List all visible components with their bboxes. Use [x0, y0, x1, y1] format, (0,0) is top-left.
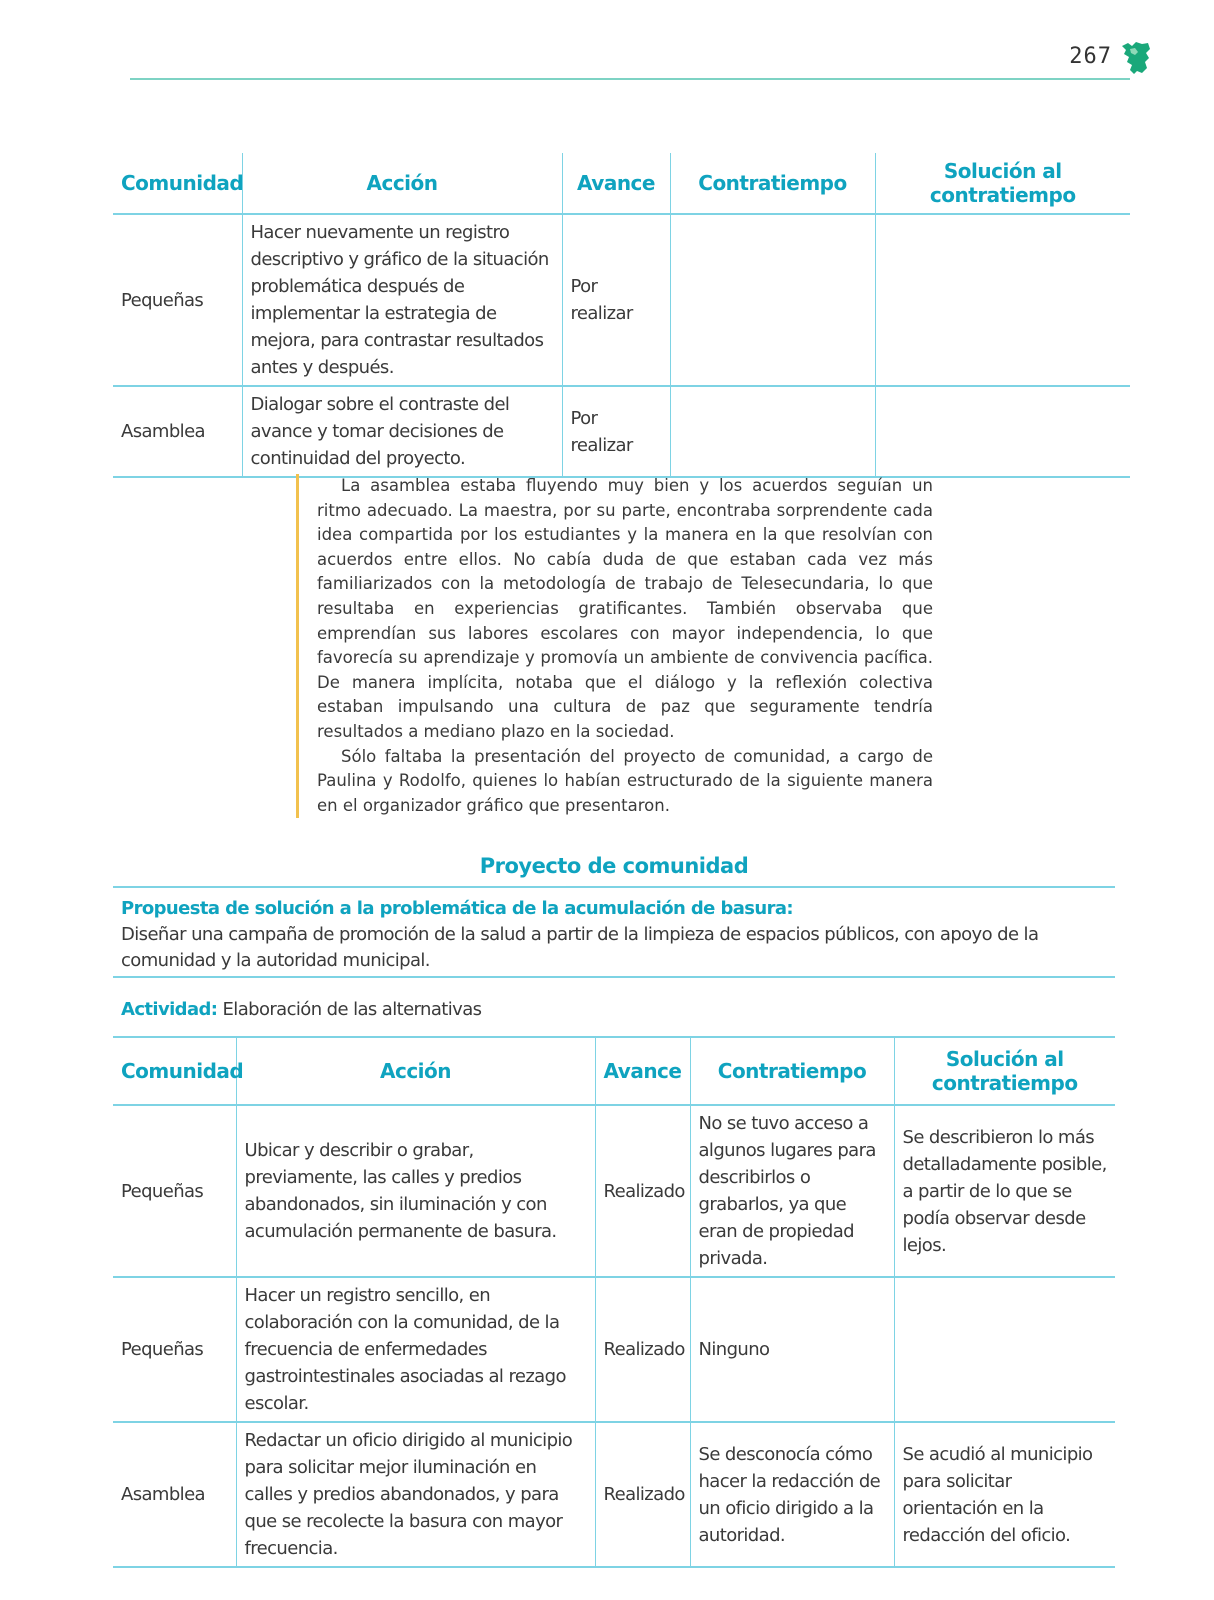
divider — [113, 976, 1115, 978]
narrative-paragraph: Sólo faltaba la presentación del proyecto de comunidad, a cargo de Paulina y Rodolfo, quienes lo habían estructurado de la siguiente manera en el organizador gráfico que presentaron. — [317, 746, 933, 815]
community-cell: Pequeñas — [113, 1277, 236, 1422]
progress-cell: Por realizar — [562, 386, 670, 477]
narrative-paragraph: La asamblea estaba fluyendo muy bien y los acuerdos seguían un ritmo adecuado. La maestra, por su parte, encontraba sorprendente cada idea compartida por los estudiantes y la manera en la que resolvían con acuerdos entre ellos. No cabía duda de que estaban cada vez más familiarizados con la metodología de trabajo de Telesecundaria, lo que resultaba en experiencias gratificantes. También observaba que emprendían sus labores escolares con mayor independencia, lo que favorecía su aprendizaje y promovía un ambiente de convivencia pacífica. De manera implícita, notaba que el diálogo y la reflexión colectiva estaban impulsando una cultura de paz que seguramente tendría resultados a mediano plazo en la sociedad. — [317, 476, 933, 741]
setback-cell: No se tuvo acceso a algunos lugares para describirlos o grabarlos, ya que eran de propiedad privada. — [690, 1105, 894, 1277]
table-row — [113, 1277, 1115, 1422]
solution-cell — [894, 1277, 1115, 1422]
community-cell: Pequeñas — [113, 214, 242, 386]
table-row — [113, 386, 1130, 477]
activity-label: Actividad: — [121, 999, 218, 1020]
column-header: Comunidad — [113, 1037, 236, 1105]
progress-cell: Realizado — [595, 1277, 690, 1422]
header-rule — [130, 78, 1130, 80]
page-number: 267 — [1069, 44, 1112, 69]
community-cell: Asamblea — [113, 386, 242, 477]
action-cell: Ubicar y describir o grabar, previamente, las calles y predios abandonados, sin iluminación y con acumulación permanente de basura. — [236, 1105, 595, 1277]
setback-cell: Ninguno — [690, 1277, 894, 1422]
proposal-text: Diseñar una campaña de promoción de la salud a partir de la limpieza de espacios públicos, con apoyo de la comunidad y la autoridad municipal. — [121, 924, 1039, 971]
solution-cell: Se describieron lo más detalladamente posible, a partir de lo que se podía observar desde lejos. — [894, 1105, 1115, 1277]
setback-cell — [670, 214, 875, 386]
action-cell: Redactar un oficio dirigido al municipio para solicitar mejor iluminación en calles y predios abandonados, y para que se recolecte la basura con mayor frecuencia. — [236, 1422, 595, 1567]
progress-cell: Realizado — [595, 1105, 690, 1277]
section-title: Proyecto de comunidad — [479, 854, 749, 878]
proposal-label: Propuesta de solución a la problemática de la acumulación de basura: — [121, 898, 794, 919]
progress-table-1 — [113, 153, 1130, 478]
progress-cell: Realizado — [595, 1422, 690, 1567]
column-header: Contratiempo — [690, 1037, 894, 1105]
action-cell: Hacer un registro sencillo, en colaboración con la comunidad, de la frecuencia de enfermedades gastrointestinales asociadas al rezago escolar. — [236, 1277, 595, 1422]
table-row — [113, 214, 1130, 386]
action-cell: Hacer nuevamente un registro descriptivo y gráfico de la situación problemática después de implementar la estrategia de mejora, para contrastar resultados antes y después. — [242, 214, 562, 386]
solution-cell — [875, 386, 1130, 477]
proposal-block — [121, 896, 1111, 974]
solution-cell — [875, 214, 1130, 386]
column-header: Comunidad — [113, 153, 242, 214]
solution-cell: Se acudió al municipio para solicitar orientación en la redacción del oficio. — [894, 1422, 1115, 1567]
column-header: Solución al contratiempo — [894, 1037, 1115, 1105]
table-row — [113, 1105, 1115, 1277]
setback-cell — [670, 386, 875, 477]
narrative-block — [296, 474, 933, 818]
table-header-row — [113, 1037, 1115, 1105]
column-header: Acción — [236, 1037, 595, 1105]
column-header: Acción — [242, 153, 562, 214]
table-header-row — [113, 153, 1130, 214]
table-row — [113, 1422, 1115, 1567]
column-header: Avance — [562, 153, 670, 214]
mexico-map-icon — [1118, 40, 1152, 76]
activity-text: Elaboración de las alternativas — [222, 999, 482, 1020]
community-cell: Asamblea — [113, 1422, 236, 1567]
community-cell: Pequeñas — [113, 1105, 236, 1277]
divider — [113, 886, 1115, 888]
column-header: Avance — [595, 1037, 690, 1105]
activity-line — [121, 997, 1111, 1023]
setback-cell: Se desconocía cómo hacer la redacción de un oficio dirigido a la autoridad. — [690, 1422, 894, 1567]
page-header — [130, 40, 1170, 84]
progress-table-2 — [113, 1036, 1115, 1568]
action-cell: Dialogar sobre el contraste del avance y tomar decisiones de continuidad del proyecto. — [242, 386, 562, 477]
column-header: Contratiempo — [670, 153, 875, 214]
progress-cell: Por realizar — [562, 214, 670, 386]
column-header: Solución al contratiempo — [875, 153, 1130, 214]
